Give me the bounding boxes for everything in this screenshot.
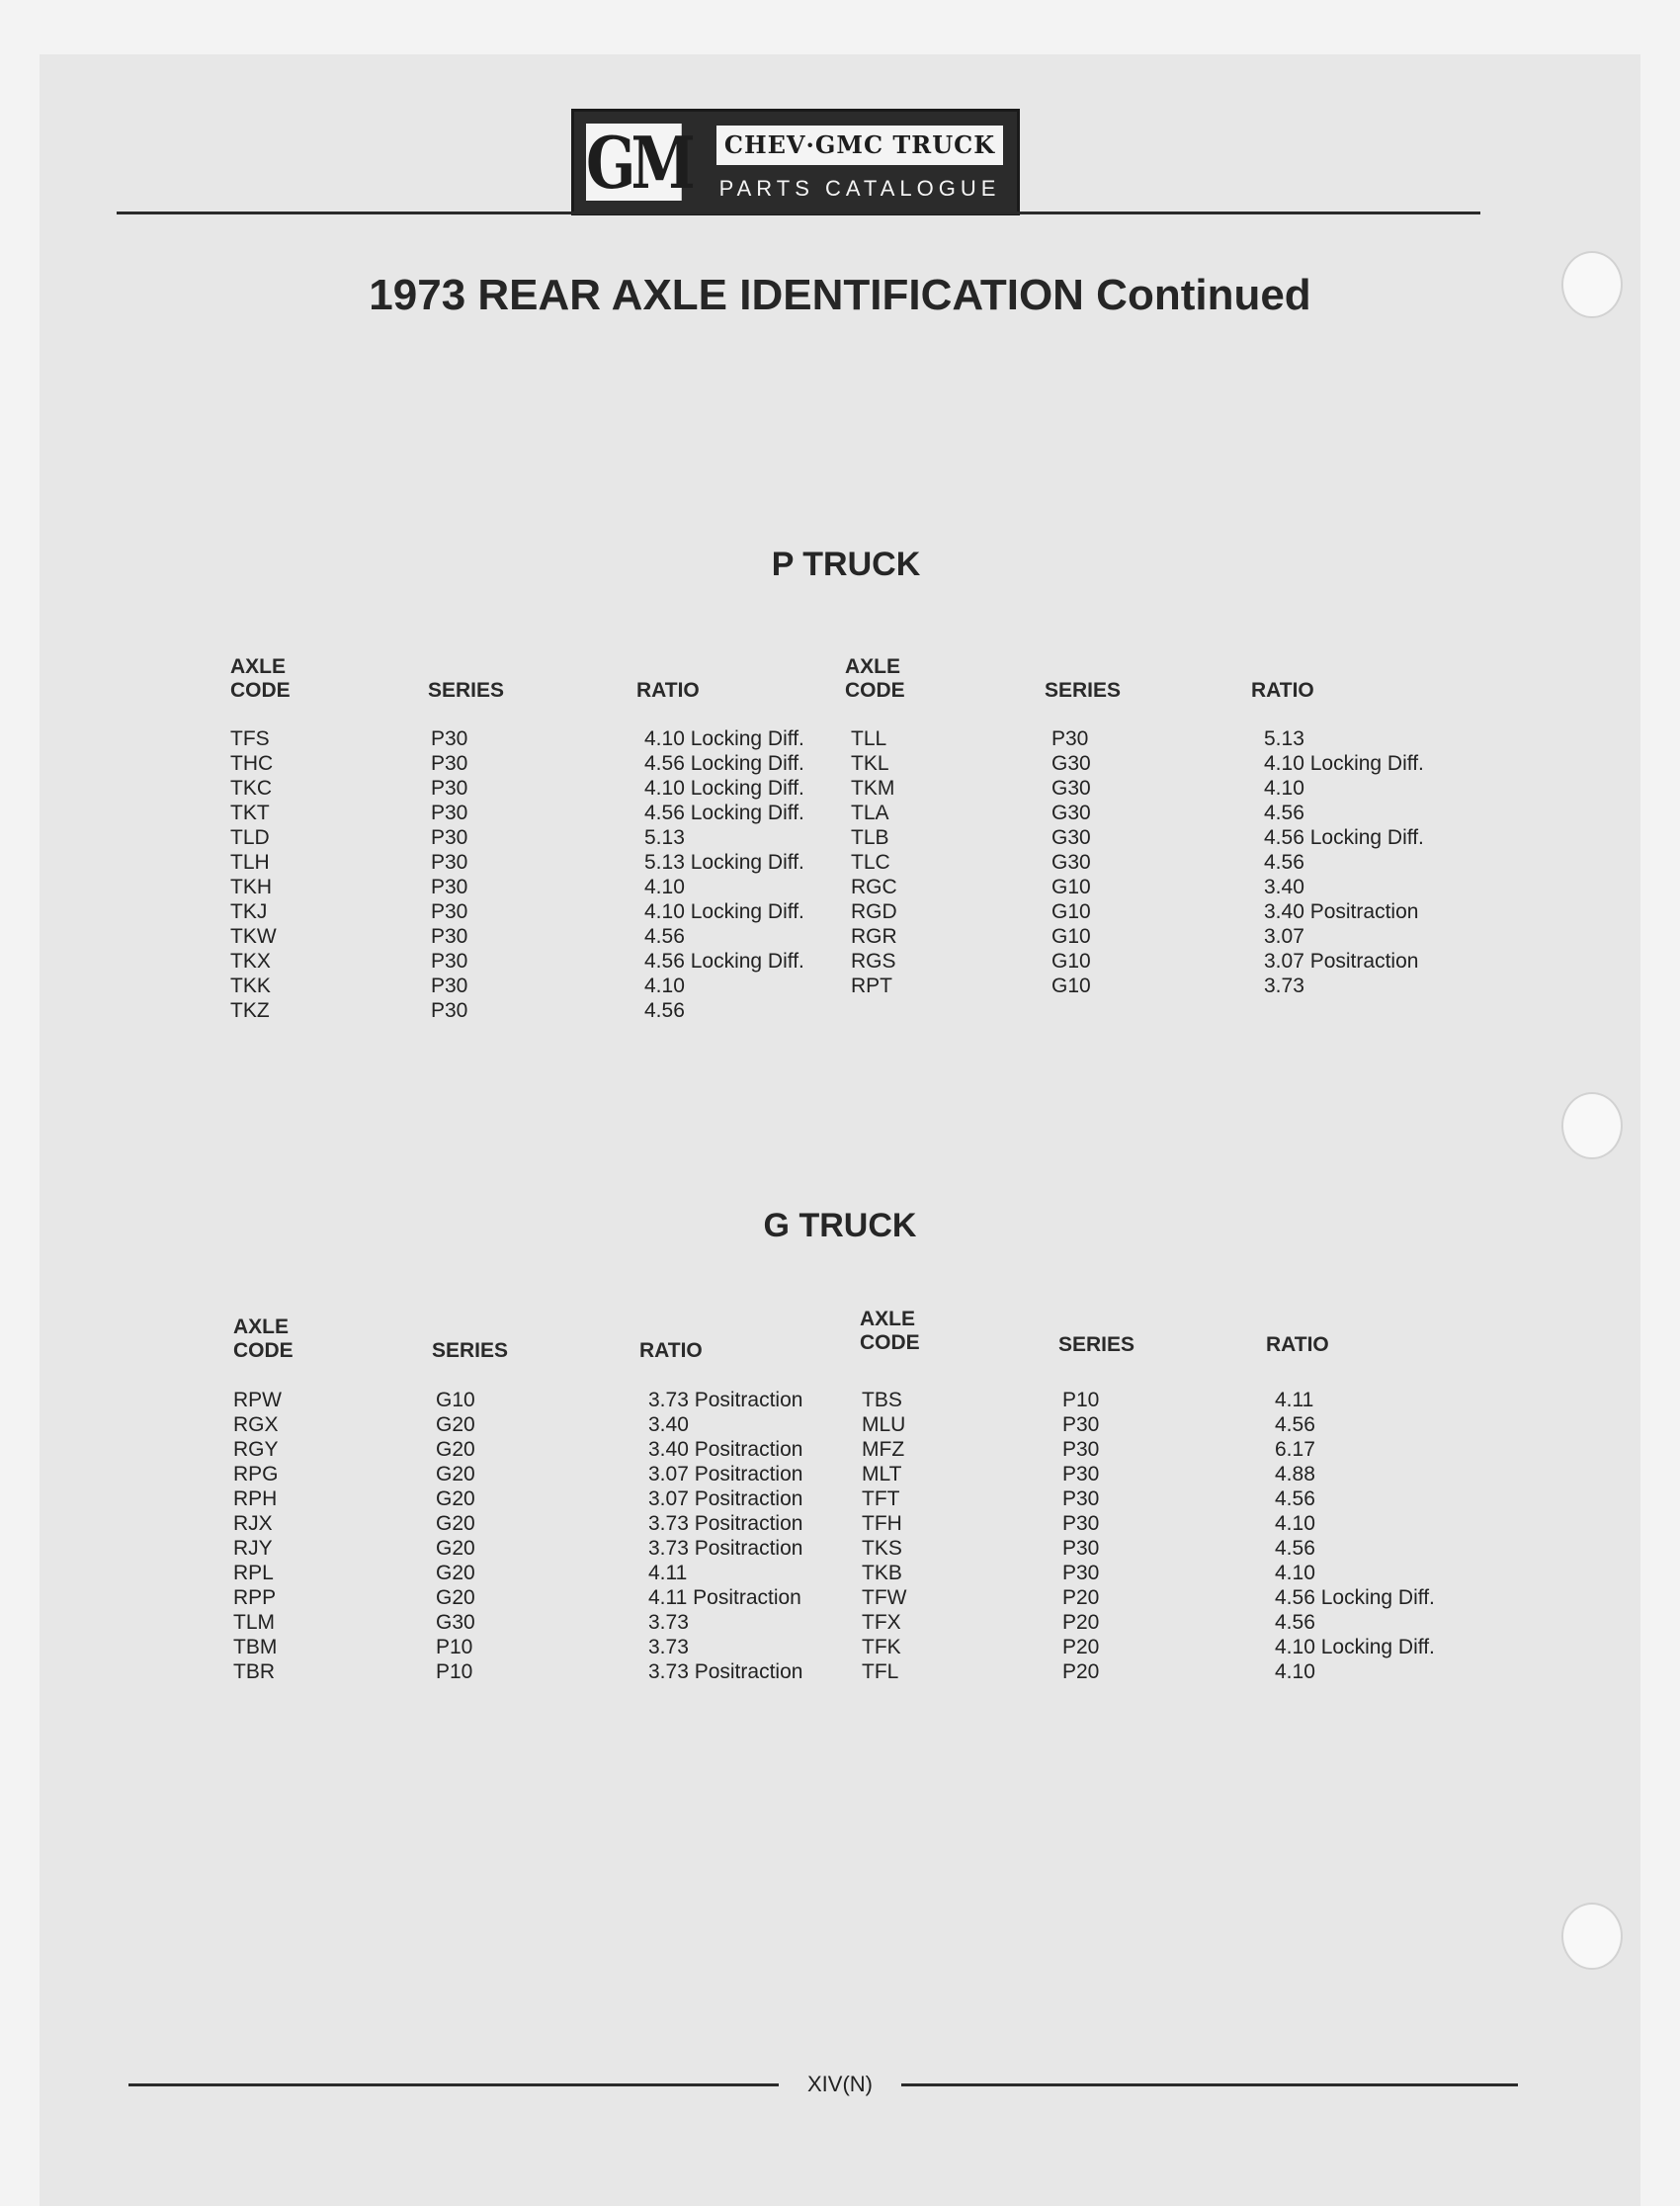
- table-cell-code: RJX: [233, 1512, 273, 1535]
- table-cell-code: TLM: [233, 1611, 275, 1634]
- table-cell-series: G10: [436, 1389, 475, 1411]
- p-right-ratio-column: [1264, 726, 1424, 998]
- page-number: XIV(N): [779, 2072, 901, 2097]
- table-cell-series: P20: [1062, 1611, 1100, 1634]
- table-cell-code: TKH: [230, 876, 272, 898]
- table-cell-code: RGD: [851, 900, 897, 923]
- table-cell-code: RPG: [233, 1463, 279, 1485]
- table-cell-series: P30: [431, 777, 468, 800]
- p-right-series-column: [1051, 726, 1091, 998]
- section-title-p-truck: P TRUCK: [771, 546, 921, 583]
- p-left-code-column: [230, 726, 277, 1023]
- table-cell-code: TLC: [851, 851, 890, 874]
- header-rule: [117, 212, 1480, 214]
- header-axle-code-left: AXLE CODE: [233, 1315, 294, 1362]
- g-left-code-column: [233, 1388, 282, 1684]
- table-cell-series: P20: [1062, 1660, 1100, 1683]
- table-cell-series: P30: [1062, 1537, 1100, 1560]
- header-ratio-right: RATIO: [1266, 1333, 1329, 1356]
- table-cell-ratio: 4.10 Locking Diff.: [644, 777, 804, 800]
- table-cell-code: TLL: [851, 727, 887, 750]
- p-left-series-column: [431, 726, 467, 1023]
- header-ratio-left: RATIO: [636, 679, 700, 702]
- table-cell-ratio: 4.56: [1275, 1413, 1315, 1436]
- table-cell-series: P30: [431, 999, 468, 1022]
- table-cell-code: TKT: [230, 802, 270, 824]
- table-cell-ratio: 4.10: [1275, 1512, 1315, 1535]
- table-cell-ratio: 4.56 Locking Diff.: [644, 802, 804, 824]
- table-cell-code: TKL: [851, 752, 889, 775]
- table-cell-series: P20: [1062, 1636, 1100, 1658]
- table-cell-code: TKK: [230, 975, 271, 997]
- table-cell-series: P30: [1062, 1438, 1100, 1461]
- table-cell-code: TFX: [862, 1611, 901, 1634]
- table-cell-code: MFZ: [862, 1438, 905, 1461]
- table-cell-series: G20: [436, 1413, 475, 1436]
- catalogue-page: [40, 54, 1640, 2206]
- table-cell-series: G30: [1051, 777, 1091, 800]
- table-cell-ratio: 4.56 Locking Diff.: [644, 752, 804, 775]
- gm-parts-catalogue-logo: [571, 109, 1020, 215]
- table-cell-ratio: 3.07 Positraction: [1264, 950, 1419, 973]
- table-cell-ratio: 4.56: [1264, 851, 1304, 874]
- table-cell-ratio: 4.56: [644, 999, 685, 1022]
- table-cell-code: RGS: [851, 950, 896, 973]
- g-right-series-column: [1062, 1388, 1099, 1684]
- table-cell-ratio: 3.73: [648, 1611, 689, 1634]
- g-right-ratio-column: [1275, 1388, 1435, 1684]
- table-cell-series: G20: [436, 1487, 475, 1510]
- punch-hole-bottom: [1561, 1903, 1623, 1970]
- table-cell-code: RJY: [233, 1537, 273, 1560]
- table-cell-ratio: 3.40 Positraction: [1264, 900, 1419, 923]
- table-cell-series: P30: [1062, 1487, 1100, 1510]
- table-cell-series: P30: [431, 876, 468, 898]
- table-cell-code: TFK: [862, 1636, 901, 1658]
- table-cell-series: P30: [1062, 1512, 1100, 1535]
- table-cell-code: RPH: [233, 1487, 278, 1510]
- table-cell-series: G30: [1051, 802, 1091, 824]
- table-cell-code: RPW: [233, 1389, 282, 1411]
- table-cell-ratio: 4.10: [1275, 1660, 1315, 1683]
- table-cell-series: P20: [1062, 1586, 1100, 1609]
- g-right-code-column: [862, 1388, 906, 1684]
- table-cell-ratio: 6.17: [1275, 1438, 1315, 1461]
- table-cell-series: P30: [431, 900, 468, 923]
- table-cell-ratio: 4.88: [1275, 1463, 1315, 1485]
- table-cell-code: TKB: [862, 1562, 902, 1584]
- table-cell-code: RPP: [233, 1586, 277, 1609]
- table-cell-series: P30: [431, 975, 468, 997]
- table-cell-ratio: 4.56 Locking Diff.: [644, 950, 804, 973]
- table-cell-code: TKM: [851, 777, 895, 800]
- table-cell-code: TKW: [230, 925, 277, 948]
- table-cell-code: TKX: [230, 950, 271, 973]
- table-cell-ratio: 4.56: [1275, 1537, 1315, 1560]
- table-cell-code: RGR: [851, 925, 897, 948]
- table-cell-ratio: 3.73: [1264, 975, 1304, 997]
- table-cell-code: MLU: [862, 1413, 906, 1436]
- table-cell-code: RGX: [233, 1413, 279, 1436]
- table-cell-code: RGC: [851, 876, 897, 898]
- table-cell-series: P30: [431, 851, 468, 874]
- logo-chev-gmc-truck: CHEV·GMC TRUCK: [716, 126, 1003, 165]
- header-series-right: SERIES: [1058, 1333, 1135, 1356]
- table-cell-ratio: 5.13 Locking Diff.: [644, 851, 804, 874]
- bleed-through-text: [690, 356, 698, 389]
- table-cell-code: TLH: [230, 851, 270, 874]
- table-cell-ratio: 4.56 Locking Diff.: [1264, 826, 1424, 849]
- table-cell-series: P10: [436, 1660, 473, 1683]
- page-title: 1973 REAR AXLE IDENTIFICATION Continued: [369, 271, 1311, 319]
- table-cell-series: P30: [431, 802, 468, 824]
- table-cell-ratio: 4.10: [644, 975, 685, 997]
- g-left-ratio-column: [648, 1388, 802, 1684]
- table-cell-code: TFW: [862, 1586, 907, 1609]
- table-cell-ratio: 3.07 Positraction: [648, 1463, 803, 1485]
- table-cell-ratio: 4.10 Locking Diff.: [1275, 1636, 1435, 1658]
- table-cell-series: G30: [1051, 851, 1091, 874]
- table-cell-series: P30: [1062, 1463, 1100, 1485]
- table-cell-series: P30: [431, 727, 468, 750]
- table-cell-code: TLB: [851, 826, 889, 849]
- table-cell-series: G30: [1051, 826, 1091, 849]
- table-cell-ratio: 3.40 Positraction: [648, 1438, 803, 1461]
- table-cell-ratio: 3.73 Positraction: [648, 1537, 803, 1560]
- table-cell-ratio: 4.56 Locking Diff.: [1275, 1586, 1435, 1609]
- table-cell-series: P10: [436, 1636, 473, 1658]
- logo-parts-catalogue: PARTS CATALOGUE: [718, 176, 1001, 201]
- p-left-ratio-column: [644, 726, 804, 1023]
- header-series-left: SERIES: [428, 679, 505, 702]
- table-cell-code: TKS: [862, 1537, 902, 1560]
- table-cell-code: TLA: [851, 802, 889, 824]
- table-cell-code: RPL: [233, 1562, 274, 1584]
- table-cell-ratio: 3.73 Positraction: [648, 1512, 803, 1535]
- table-cell-ratio: 3.73 Positraction: [648, 1389, 803, 1411]
- table-cell-code: TFT: [862, 1487, 900, 1510]
- table-cell-series: G20: [436, 1586, 475, 1609]
- table-cell-ratio: 3.07 Positraction: [648, 1487, 803, 1510]
- table-cell-series: P30: [1062, 1413, 1100, 1436]
- table-cell-series: P30: [1051, 727, 1089, 750]
- table-cell-ratio: 5.13: [1264, 727, 1304, 750]
- header-ratio-left: RATIO: [639, 1339, 703, 1362]
- table-cell-series: P30: [431, 925, 468, 948]
- table-cell-code: RGY: [233, 1438, 279, 1461]
- table-cell-code: TBR: [233, 1660, 275, 1683]
- table-cell-ratio: 3.40: [1264, 876, 1304, 898]
- table-cell-code: TFL: [862, 1660, 899, 1683]
- p-right-code-column: [851, 726, 897, 998]
- header-ratio-right: RATIO: [1251, 679, 1314, 702]
- table-cell-ratio: 3.40: [648, 1413, 689, 1436]
- table-cell-ratio: 4.10 Locking Diff.: [644, 727, 804, 750]
- table-cell-series: G10: [1051, 925, 1091, 948]
- table-cell-series: P10: [1062, 1389, 1100, 1411]
- table-cell-series: G20: [436, 1537, 475, 1560]
- table-cell-ratio: 4.56: [1264, 802, 1304, 824]
- table-cell-series: G10: [1051, 900, 1091, 923]
- gm-logo-mark: GM: [586, 121, 691, 205]
- table-cell-series: G20: [436, 1438, 475, 1461]
- header-axle-code-right: AXLE CODE: [860, 1308, 920, 1354]
- g-left-series-column: [436, 1388, 475, 1684]
- table-cell-ratio: 4.10: [644, 876, 685, 898]
- table-cell-ratio: 5.13: [644, 826, 685, 849]
- table-cell-code: TLD: [230, 826, 270, 849]
- table-cell-series: G10: [1051, 950, 1091, 973]
- table-cell-ratio: 3.73: [648, 1636, 689, 1658]
- section-title-g-truck: G TRUCK: [763, 1207, 917, 1244]
- table-cell-ratio: 4.56: [1275, 1611, 1315, 1634]
- table-cell-ratio: 4.10: [1264, 777, 1304, 800]
- table-cell-series: G10: [1051, 975, 1091, 997]
- punch-hole-middle: [1561, 1092, 1623, 1159]
- table-cell-code: RPT: [851, 975, 892, 997]
- table-cell-ratio: 4.11 Positraction: [648, 1586, 801, 1609]
- table-cell-code: TFS: [230, 727, 270, 750]
- table-cell-code: TBM: [233, 1636, 278, 1658]
- table-cell-series: G20: [436, 1512, 475, 1535]
- table-cell-series: G20: [436, 1562, 475, 1584]
- table-cell-code: TKJ: [230, 900, 268, 923]
- table-cell-code: TBS: [862, 1389, 902, 1411]
- table-cell-code: TKC: [230, 777, 272, 800]
- table-cell-ratio: 3.73 Positraction: [648, 1660, 803, 1683]
- table-cell-code: THC: [230, 752, 274, 775]
- table-cell-ratio: 3.07: [1264, 925, 1304, 948]
- table-cell-series: P30: [431, 826, 468, 849]
- table-cell-ratio: 4.11: [1275, 1389, 1314, 1411]
- table-cell-code: TKZ: [230, 999, 270, 1022]
- table-cell-ratio: 4.10: [1275, 1562, 1315, 1584]
- table-cell-code: MLT: [862, 1463, 902, 1485]
- header-series-left: SERIES: [432, 1339, 509, 1362]
- table-cell-ratio: 4.56: [644, 925, 685, 948]
- table-cell-ratio: 4.56: [1275, 1487, 1315, 1510]
- table-cell-series: G30: [436, 1611, 475, 1634]
- table-cell-ratio: 4.10 Locking Diff.: [644, 900, 804, 923]
- table-cell-series: G10: [1051, 876, 1091, 898]
- header-series-right: SERIES: [1045, 679, 1122, 702]
- header-axle-code-left: AXLE CODE: [230, 655, 291, 702]
- table-cell-series: G20: [436, 1463, 475, 1485]
- table-cell-code: TFH: [862, 1512, 902, 1535]
- table-cell-series: P30: [431, 752, 468, 775]
- table-cell-series: P30: [431, 950, 468, 973]
- table-cell-series: P30: [1062, 1562, 1100, 1584]
- table-cell-series: G30: [1051, 752, 1091, 775]
- table-cell-ratio: 4.11: [648, 1562, 688, 1584]
- header-axle-code-right: AXLE CODE: [845, 655, 905, 702]
- table-cell-ratio: 4.10 Locking Diff.: [1264, 752, 1424, 775]
